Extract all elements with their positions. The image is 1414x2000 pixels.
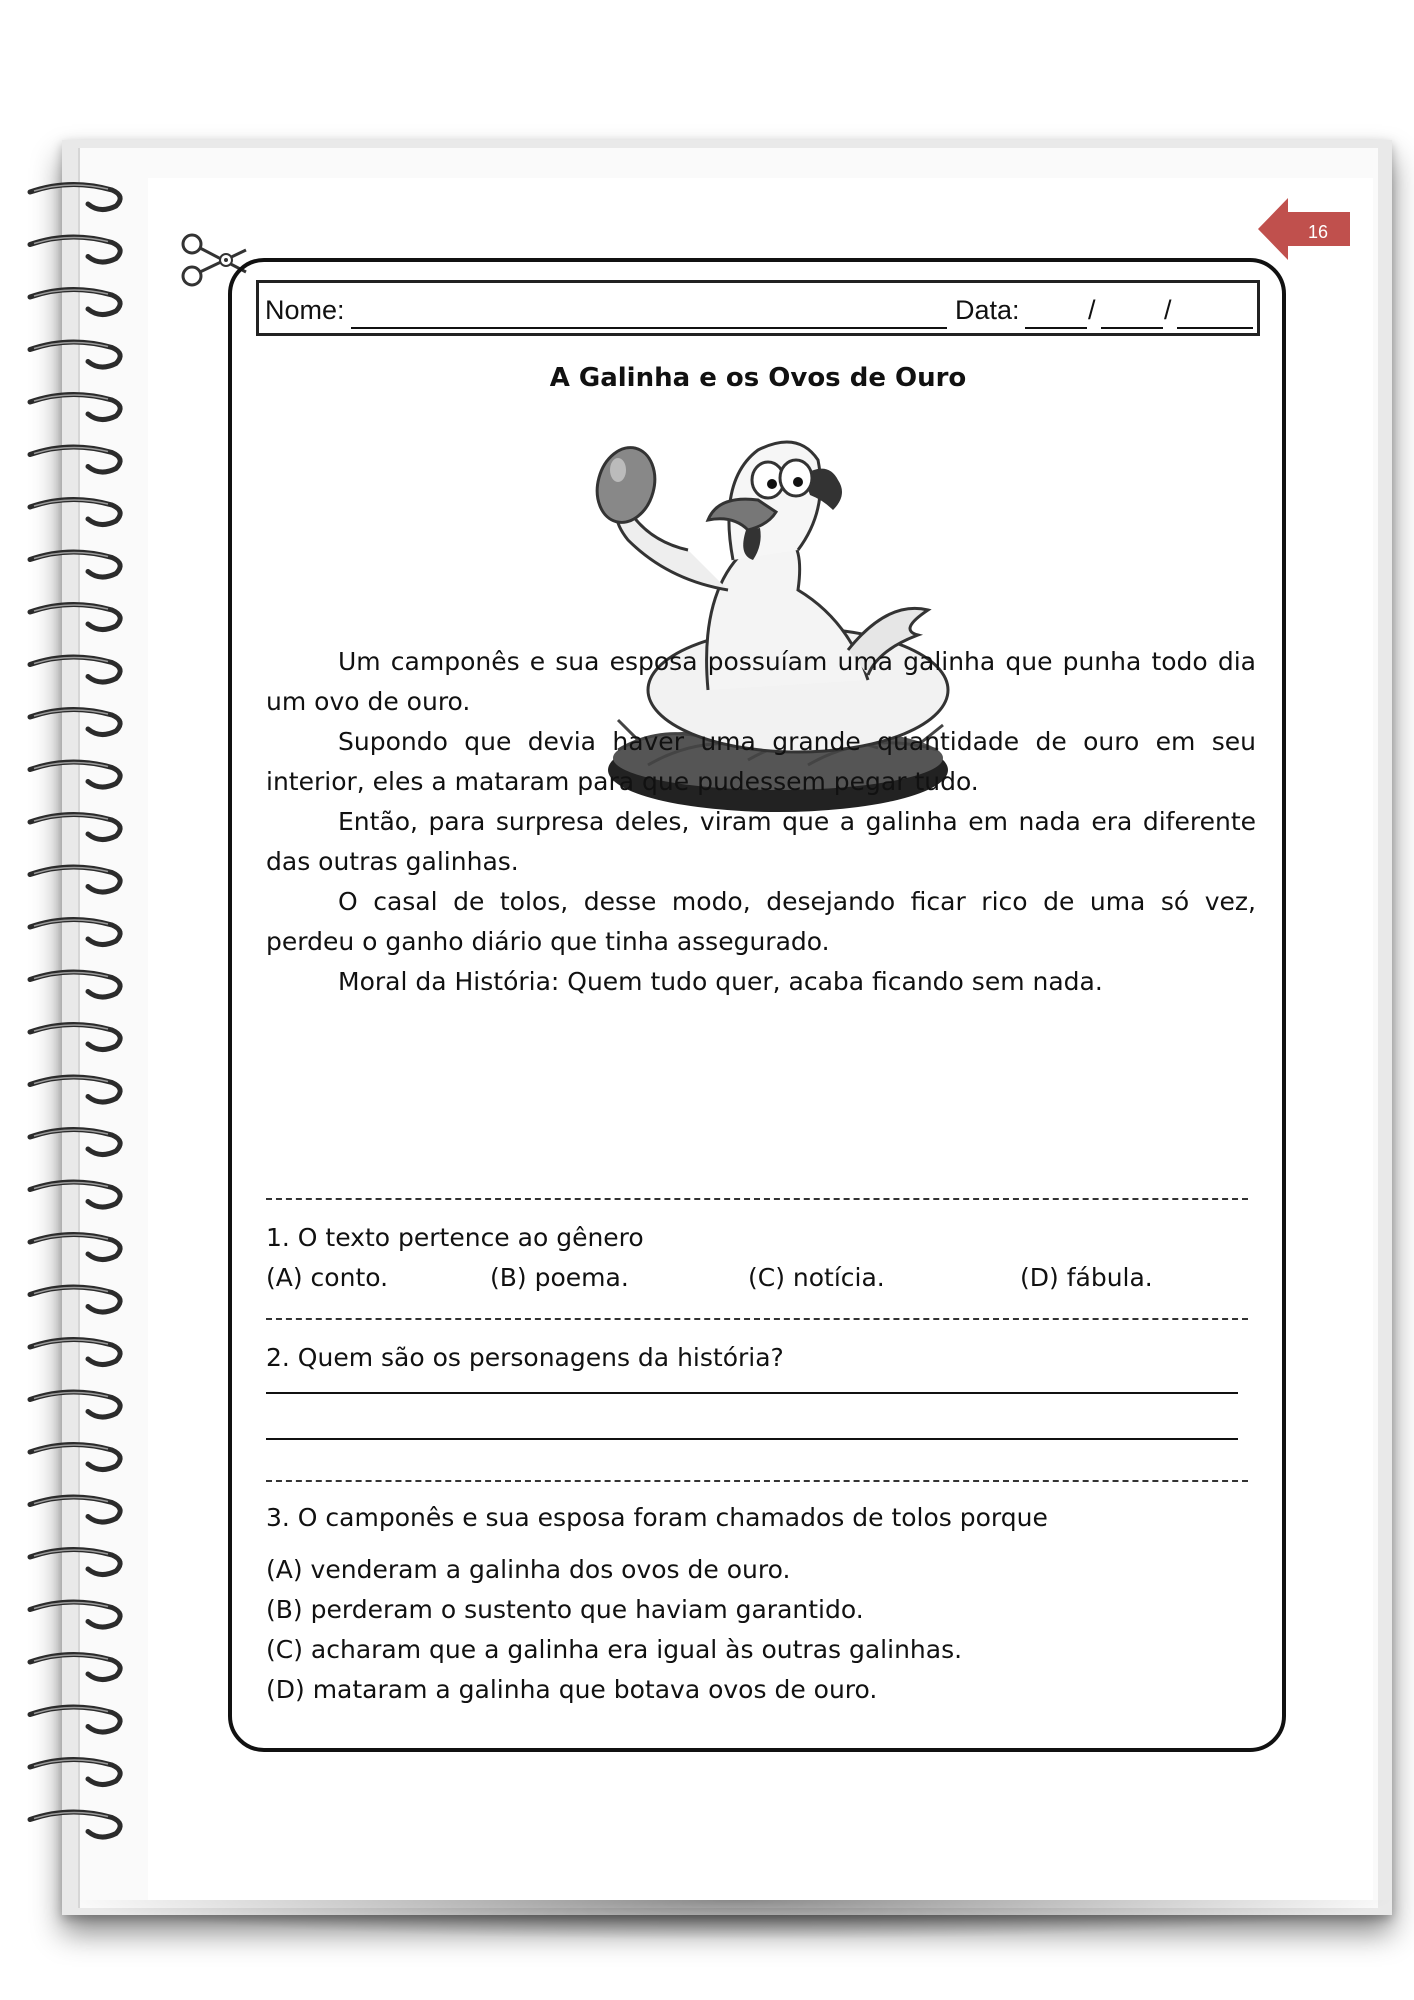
spiral-ring: [30, 1234, 120, 1259]
spiral-ring: [30, 1812, 120, 1837]
spiral-ring: [30, 1182, 120, 1207]
divider: [266, 1318, 1248, 1320]
spiral-ring: [30, 1024, 120, 1049]
spiral-ring: [30, 1287, 120, 1312]
question-3-option-b[interactable]: (B) perderam o sustento que haviam garantido.: [266, 1595, 864, 1624]
date-label: Data:: [955, 295, 1020, 325]
spiral-ring: [30, 919, 120, 944]
spiral-ring: [30, 1759, 120, 1784]
spiral-ring: [30, 447, 120, 472]
divider: [266, 1480, 1248, 1482]
story-title: A Galinha e os Ovos de Ouro: [549, 363, 967, 393]
spiral-ring: [30, 762, 120, 787]
spiral-binding-icon: [0, 0, 140, 2000]
date-day-field[interactable]: [1025, 327, 1087, 329]
story-paragraph: Um camponês e sua esposa possuíam uma galinha que punha todo dia um ovo de ouro.: [266, 647, 1256, 716]
answer-line[interactable]: [266, 1392, 1238, 1394]
date-separator: /: [1088, 295, 1096, 325]
spiral-ring: [30, 1549, 120, 1574]
spiral-ring: [30, 342, 120, 367]
name-field[interactable]: [351, 327, 947, 329]
question-3-option-a[interactable]: (A) venderam a galinha dos ovos de ouro.: [266, 1555, 791, 1584]
date-month-field[interactable]: [1101, 327, 1163, 329]
spiral-ring: [30, 1392, 120, 1417]
spiral-ring: [30, 499, 120, 524]
spiral-ring: [30, 1339, 120, 1364]
question-1-option-a[interactable]: (A) conto.: [266, 1263, 389, 1292]
spiral-ring: [30, 1497, 120, 1522]
question-3-option-c[interactable]: (C) acharam que a galinha era igual às outras galinhas.: [266, 1635, 963, 1664]
question-2-prompt: 2. Quem são os personagens da história?: [266, 1343, 784, 1372]
question-3-option-d[interactable]: (D) mataram a galinha que botava ovos de ouro.: [266, 1675, 878, 1704]
question-1-prompt: 1. O texto pertence ao gênero: [266, 1223, 644, 1252]
spiral-ring: [30, 814, 120, 839]
spiral-ring: [30, 1654, 120, 1679]
spiral-ring: [30, 289, 120, 314]
spiral-ring: [30, 709, 120, 734]
spiral-ring: [30, 237, 120, 262]
spiral-ring: [30, 552, 120, 577]
spiral-ring: [30, 1077, 120, 1102]
divider: [266, 1198, 1248, 1200]
name-date-box: [256, 280, 1260, 336]
story-paragraph: Supondo que devia haver uma grande quantidade de ouro em seu interior, eles a mataram para que pudessem pegar tudo.: [266, 727, 1256, 796]
story-paragraph: O casal de tolos, desse modo, desejando ficar rico de uma só vez, perdeu o ganho diário que tinha assegurado.: [266, 887, 1256, 956]
story-paragraph: Então, para surpresa deles, viram que a galinha em nada era diferente das outras galinhas.: [266, 807, 1256, 876]
date-year-field[interactable]: [1177, 327, 1253, 329]
spiral-ring: [30, 184, 120, 209]
story-moral: Moral da História: Quem tudo quer, acaba ficando sem nada.: [338, 967, 1103, 996]
answer-line[interactable]: [266, 1438, 1238, 1440]
spiral-ring: [30, 604, 120, 629]
spiral-ring: [30, 867, 120, 892]
spiral-ring: [30, 972, 120, 997]
question-1-option-b[interactable]: (B) poema.: [490, 1263, 629, 1292]
question-1-option-d[interactable]: (D) fábula.: [1020, 1263, 1153, 1292]
spiral-ring: [30, 1129, 120, 1154]
page-bottom-shadow: [70, 1900, 1400, 1940]
spiral-ring: [30, 1444, 120, 1469]
name-label: Nome:: [265, 295, 345, 325]
spiral-ring: [30, 657, 120, 682]
spiral-ring: [30, 1602, 120, 1627]
question-3-prompt: 3. O camponês e sua esposa foram chamados de tolos porque: [266, 1503, 1048, 1532]
question-1-option-c[interactable]: (C) notícia.: [748, 1263, 885, 1292]
page-number: 16: [1307, 222, 1329, 242]
date-separator: /: [1164, 295, 1172, 325]
spiral-ring: [30, 1707, 120, 1732]
spiral-ring: [30, 394, 120, 419]
